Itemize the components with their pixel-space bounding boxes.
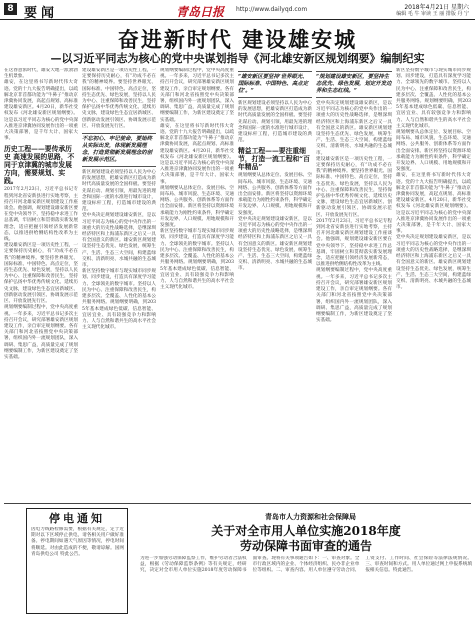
column-text: 党中央决定规划建设雄安新区，是以习近平同志为核心的党中央作出的一项重大的历史性战略选择，是继深圳经济特区和上海浦东新区之后又一具有全国意义的新区。雄安新区规划建设坚持生态优先、绿色发展，统筹生产、生活、生态三大空间，构建蓝绿交织、清新明亮、水城共融的生态城市。 [238, 216, 312, 272]
column-text: 党中央决定规划建设雄安新区，是以习近平同志为核心的党中央作出的一项重大的历史性战略选择，是继深圳经济特区和上海浦东新区之后又一具有全国意义的新区。雄安新区规划建设坚持生态优先、绿色发展，统筹生产、生活、生态三大空间，构建蓝绿交织、清新明亮、水城共融的生态城市。 [316, 101, 392, 156]
masthead [0, 0, 475, 20]
column-text: 雄安，在这里将书写新时代伟大奇迹。党的十九大报告明确提出，以疏解北京非首都功能为“牛鼻子”推动京津冀协同发展，高起点规划、高标准建设雄安新区。4月20日，新华社受权发布《河北雄安新区规划纲要》。这是以习近平同志为核心的党中央深入推进京津冀协同发展作出的一项重大决策部署，是千年大计、国家大事。 [160, 123, 234, 185]
column-text: 规划纲要编制过程中，党中央高度重视。一年多来，习近平总书记多次主持召开会议，研究部署雄安新区规划建设工作，亲自审定规划纲要。各有关部门和河北省按照党中央决策部署，组织国内外一流规划团队，深入调研、集思广益，高质量完成了规划纲要编制工作，为新区建设奠定了坚实基础。 [4, 305, 78, 360]
announcement-title-line-1: 关于对全市用人单位实施2018年度 [211, 524, 401, 538]
column-text: 新区坚持数字城市与现实城市同步规划、同步建设，打造具有深度学习能力、全球领先的数字城市。坚持以人民为中心、注重保障和改善民生，构建多层次、全覆盖、人性化的基本公共服务网络。规划纲要明确，到2035年基本建成绿色低碳、信息智能、宜居宜业、具有较强竞争力和影响力、人与自然和谐共生的高水平社会主义现代化城市。 [160, 229, 234, 291]
notice-text: 因电力线路检修需要，根据有关规定，定于近期对以下区域停止供电，请各相关用户做好准备。停电期间如遇天气原因等情况，停电时间将顺延。对由此造成的不便，敬请谅解。国网青岛供电公司 特此公告。 [31, 527, 124, 557]
column-text: 规划纲要从总体定位、发展目标、空间布局、城市风貌、生态环境、交通网络、公共服务、创新体系等方面作出全面安排。新区将坚持以资源环境承载能力为刚性约束条件，科学确定开发边界、人口规模、用地规模和开发强度。 [396, 130, 471, 173]
column-text: 新区坚持数字城市与现实城市同步规划、同步建设，打造具有深度学习能力、全球领先的数字城市。坚持以人民为中心、注重保障和改善民生，构建多层次、全覆盖、人性化的基本公共服务网络。规划纲要明确，到2035年基本建成绿色低碳、信息智能、宜居宜业、具有较强竞争力和影响力、人与自然和谐共生的高水平社会主义现代化城市。 [396, 68, 471, 129]
article-column-3 [160, 68, 234, 500]
column-text: 2017年2月23日，习近平总书记专程到河北省安新县进行实地考察，主持召开河北雄安新区规划建设工作座谈会。他强调，规划建设雄安新区要在党中央领导下，坚持稳中求进工作总基调，牢固树立和贯彻落实新发展理念，适应把握引领经济发展新常态，以推进供给侧结构性改革为主线。 [316, 218, 392, 268]
pull-quote: “雄安新区要坚持‘世界眼光、国际标准、中国特色、高点定位’。” [238, 71, 312, 98]
website-link[interactable]: http://www.dailyqd.com [236, 6, 308, 13]
announcement-text: 为进一步加强劳动保障监察工作，维护劳动者合法权益，根据《劳动保障监察条例》等有关规定，经研究，决定对全市用人单位实施2018年度劳动保障书面审查。现将有关事项通告如下：一、审查对象。全市行政区域内的企业、个体经济组织、民办非企业单位等组织。二、审查内容。用人单位遵守劳动合同、工资支付、工作时间、社会保险等法律法规情况。三、审查时间和方式。用人单位通过网上申报系统填报相关信息。特此通告。 [140, 556, 472, 574]
column-text: 党中央决定规划建设雄安新区，是以习近平同志为核心的党中央作出的一项重大的历史性战略选择，是继深圳经济特区和上海浦东新区之后又一具有全国意义的新区。雄安新区规划建设坚持生态优先、绿色发展，统筹生产、生活、生态三大空间，构建蓝绿交织、清新明亮、水城共融的生态城市。 [82, 213, 156, 269]
announcement-title-line-2: 劳动保障书面审查的通告 [239, 539, 372, 553]
article-column-1 [4, 68, 78, 500]
section-heading: 精益工程——要注重细节，打造一流工程和“百年精品” [238, 147, 310, 172]
column-text: 规划纲要从总体定位、发展目标、空间布局、城市风貌、生态环境、交通网络、公共服务、创新体系等方面作出全面安排。新区将坚持以资源环境承载能力为刚性约束条件，科学确定开发边界、人口规模、用地规模和开发强度。 [160, 185, 234, 229]
publication-date: 2018年4月21日 星期六 [404, 4, 469, 11]
pull-quote: 不忘初心、牢记使命，要始终从实际出发，体现新发展理念，打造贯彻新发展理念的创新发展示范区。 [82, 133, 156, 167]
column-text: 2017年2月23日，习近平总书记专程到河北省安新县进行实地考察，主持召开河北雄安新区规划建设工作座谈会。他强调，规划建设雄安新区要在党中央领导下，坚持稳中求进工作总基调，牢固树立和贯彻落实新发展理念，适应把握引领经济发展新常态，以推进供给侧结构性改革为主线。 [4, 187, 78, 243]
column-text: 建设雄安新区是一项历史性工程，一定要保持历史耐心，有“功成不必在我”的精神境界。要坚持世界眼光、国际标准、中国特色、高点定位，坚持生态优先、绿色发展，坚持以人民为中心、注重保障和改善民生，坚持保护弘扬中华优秀传统文化、延续历史文脉，建设绿色生态宜居新城区、创新驱动发展引领区、协调发展示范区、开放发展先行区。 [82, 68, 156, 129]
column-text: 建设雄安新区是一项历史性工程，一定要保持历史耐心，有“功成不必在我”的精神境界。要坚持世界眼光、国际标准、中国特色、高点定位，坚持生态优先、绿色发展，坚持以人民为中心、注重保障和改善民生，坚持保护弘扬中华优秀传统文化、延续历史文脉，建设绿色生态宜居新城区、创新驱动发展引领区、协调发展示范区、开放发展先行区。 [316, 156, 392, 218]
section-name: 要闻 [24, 6, 59, 21]
column-text: 在这春意浓时代，雄安大地一派勃勃生机景象。 [4, 68, 78, 80]
notice-title: 停电通知 [49, 512, 105, 525]
pull-quote: “规划建设雄安新区，要坚持生态优先、绿色发展，划定开发边界和生态红线。” [316, 71, 392, 98]
article-column-2 [82, 68, 156, 500]
column-text: 新区坚持数字城市与现实城市同步规划、同步建设，打造具有深度学习能力、全球领先的数字城市。坚持以人民为中心、注重保障和改善民生，构建多层次、全覆盖、人性化的基本公共服务网络。规划纲要明确，到2035年基本建成绿色低碳、信息智能、宜居宜业、具有较强竞争力和影响力、人与自然和谐共生的高水平社会主义现代化城市。 [82, 269, 156, 331]
column-text: 新区规划建设必须坚持以人民为中心的发展思想，把雄安新区打造成为新时代高质量发展的全国样板。要坚持先谋后动、规划引领，用最先进的理念和国际一流的水准进行城市设计，建设标杆工程，打造城市建设的典范。 [82, 170, 156, 213]
column-text: 党中央决定规划建设雄安新区，是以习近平同志为核心的党中央作出的一项重大的历史性战略选择，是继深圳经济特区和上海浦东新区之后又一具有全国意义的新区。雄安新区规划建设坚持生态优先、绿色发展，统筹生产、生活、生态三大空间，构建蓝绿交织、清新明亮、水城共融的生态城市。 [396, 235, 471, 291]
power-outage-notice [26, 508, 128, 614]
column-text: 雄安，在这里将书写新时代伟大奇迹。党的十九大报告明确提出，以疏解北京非首都功能为“牛鼻子”推动京津冀协同发展，高起点规划、高标准建设雄安新区。4月20日，新华社受权发布《河北雄安新区规划纲要》。这是以习近平同志为核心的党中央深入推进京津冀协同发展作出的一项重大决策部署，是千年大计、国家大事。 [4, 80, 78, 142]
column-text: 建设雄安新区是一项历史性工程，一定要保持历史耐心，有“功成不必在我”的精神境界。要坚持世界眼光、国际标准、中国特色、高点定位，坚持生态优先、绿色发展，坚持以人民为中心、注重保障和改善民生，坚持保护弘扬中华优秀传统文化、延续历史文脉，建设绿色生态宜居新城区、创新驱动发展引领区、协调发展示范区、开放发展先行区。 [4, 243, 78, 305]
announcement-organization: 青岛市人力资源和社会保障局 [265, 512, 356, 521]
article-column-5 [316, 68, 392, 500]
article-headline: 奋进新时代 建设雄安城 [117, 27, 358, 52]
column-text: 规划纲要编制过程中，党中央高度重视。一年多来，习近平总书记多次主持召开会议，研究部署雄安新区规划建设工作，亲自审定规划纲要。各有关部门和河北省按照党中央决策部署，组织国内外一流规划团队，深入调研、集思广益，高质量完成了规划纲要编制工作，为新区建设奠定了坚实基础。 [316, 268, 392, 324]
announcement-body [140, 556, 472, 616]
article-column-4 [238, 68, 312, 500]
column-text: 规划纲要编制过程中，党中央高度重视。一年多来，习近平总书记多次主持召开会议，研究部署雄安新区规划建设工作，亲自审定规划纲要。各有关部门和河北省按照党中央决策部署，组织国内外一流规划团队，深入调研、集思广益，高质量完成了规划纲要编制工作，为新区建设奠定了坚实基础。 [160, 68, 234, 123]
editor-credits: 编辑 毛 牛 审读 王 丽 排版 丹 宁 [396, 11, 469, 17]
column-text: 规划纲要从总体定位、发展目标、空间布局、城市风貌、生态环境、交通网络、公共服务、创新体系等方面作出全面安排。新区将坚持以资源环境承载能力为刚性约束条件，科学确定开发边界、人口规模、用地规模和开发强度。 [238, 173, 312, 216]
newspaper-logo: 青岛日报 [176, 5, 225, 19]
section-divider [4, 503, 471, 504]
page-number: 8 [4, 3, 17, 15]
column-text: 新区规划建设必须坚持以人民为中心的发展思想，把雄安新区打造成为新时代高质量发展的全国样板。要坚持先谋后动、规划引领，用最先进的理念和国际一流的水准进行城市设计，建设标杆工程，打造城市建设的典范。 [238, 101, 312, 144]
section-heading: 历史工程——要传承历史 高速发展的思路，不同于京津冀的城市发展方向，需要规划、实践。 [4, 145, 75, 186]
article-subhead: —以习近平同志为核心的党中央谋划指导《河北雄安新区规划纲要》编制纪实 [50, 52, 425, 65]
article-column-6 [396, 68, 471, 500]
column-text: 雄安，在这里将书写新时代伟大奇迹。党的十九大报告明确提出，以疏解北京非首都功能为“牛鼻子”推动京津冀协同发展，高起点规划、高标准建设雄安新区。4月20日，新华社受权发布《河北雄安新区规划纲要》。这是以习近平同志为核心的党中央深入推进京津冀协同发展作出的一项重大决策部署，是千年大计、国家大事。 [396, 173, 471, 235]
notice-body [31, 527, 124, 611]
